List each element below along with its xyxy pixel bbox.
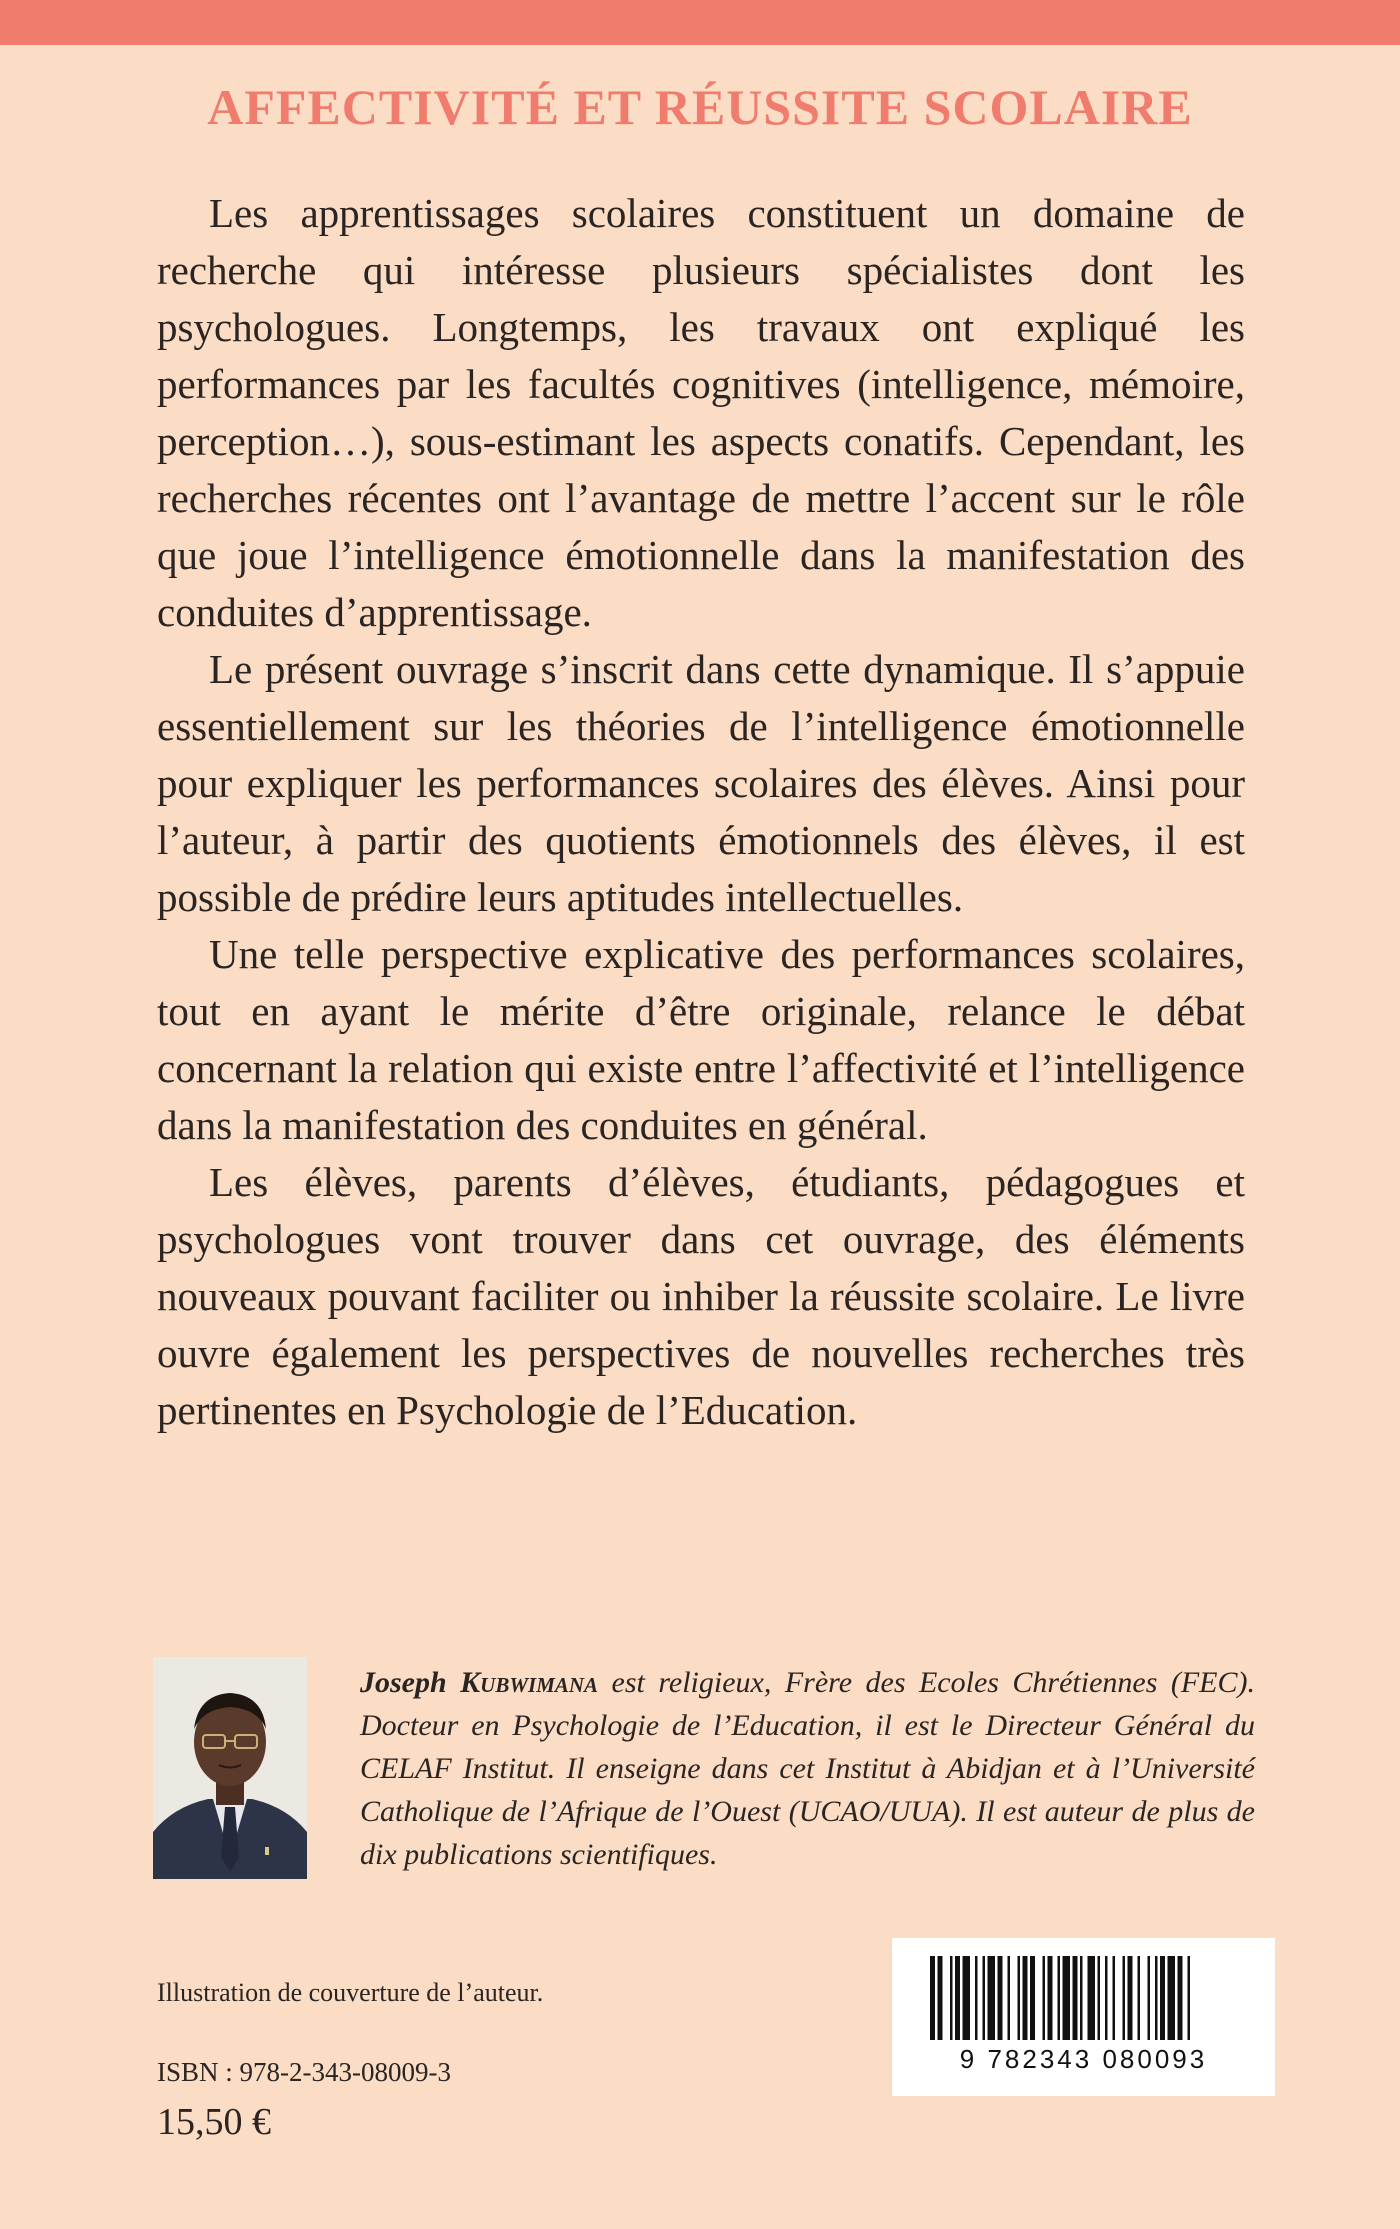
- barcode-bar: [1043, 1956, 1046, 2040]
- barcode-bar: [950, 1956, 953, 2040]
- barcode-bar: [1178, 1956, 1183, 2040]
- barcode-bar: [1073, 1956, 1078, 2040]
- isbn: ISBN : 978-2-343-08009-3: [157, 2057, 451, 2087]
- barcode-bar: [988, 1956, 996, 2040]
- barcode-bar: [963, 1956, 971, 2040]
- author-bio: [360, 1661, 1255, 1876]
- barcode-bar: [1048, 1956, 1053, 2040]
- barcode-bar: [1155, 1956, 1158, 2040]
- barcode-bar: [1123, 1956, 1126, 2040]
- author-block: [153, 1657, 1256, 1879]
- barcode-bar: [955, 1956, 960, 2040]
- barcode-bar: [1138, 1956, 1141, 2040]
- barcode-bar: [1128, 1956, 1133, 2040]
- barcode-bar: [930, 1956, 935, 2040]
- barcode-bar: [1058, 1956, 1061, 2040]
- summary-paragraph: Les élèves, parents d’élèves, étudiants, pédagogues et psychologues vont trouver dans cet ouvrage, des éléments nouveaux pouvant faciliter ou inhiber la réussite scolaire. Le livre ouvre également les perspectives de nouvelles recherches très pertinentes en Psychologie de l’Education.: [157, 1159, 1245, 1433]
- author-first-name: Joseph: [360, 1666, 447, 1699]
- price: 15,50 €: [157, 2101, 271, 2143]
- barcode-bar: [1030, 1956, 1035, 2040]
- barcode-bar: [1023, 1956, 1028, 2040]
- barcode-bar: [1018, 1956, 1021, 2040]
- summary-paragraph: Une telle perspective explicative des performances scolaires, tout en ayant le mérite d’être originale, relance le débat concernant la relation qui existe entre l’affectivité et l’intelligence dans la manifestation des conduites en général.: [157, 931, 1245, 1148]
- barcode-bar: [1113, 1956, 1116, 2040]
- barcode-bar: [998, 1956, 1003, 2040]
- back-cover-summary: [157, 185, 1245, 1439]
- summary-paragraph: Le présent ouvrage s’inscrit dans cette dynamique. Il s’appuie essentiellement sur les théories de l’intelligence émotionnelle pour expliquer les performances scolaires des élèves. Ainsi pour l’auteur, à partir des quotients émotionnels des élèves, il est possible de prédire leurs aptitudes intellectuelles.: [157, 646, 1245, 920]
- barcode-bar: [1063, 1956, 1071, 2040]
- barcode-bar: [1008, 1956, 1011, 2040]
- illustration-credit: Illustration de couverture de l’auteur.: [157, 1978, 544, 2007]
- barcode-bar: [1098, 1956, 1101, 2040]
- author-photo: [153, 1657, 307, 1879]
- barcode-bar: [1088, 1956, 1096, 2040]
- barcode-bar: [1160, 1956, 1165, 2040]
- barcode-bar: [975, 1956, 978, 2040]
- barcode: [892, 1938, 1275, 2096]
- top-color-band: [0, 0, 1400, 45]
- barcode-bar: [1188, 1956, 1191, 2040]
- book-title: AFFECTIVITÉ ET RÉUSSITE SCOLAIRE: [207, 79, 1193, 135]
- barcode-bar: [1080, 1956, 1083, 2040]
- barcode-bar: [983, 1956, 986, 2040]
- barcode-bar: [938, 1956, 943, 2040]
- barcode-bar: [1168, 1956, 1176, 2040]
- barcode-bar: [1148, 1956, 1151, 2040]
- summary-paragraph: Les apprentissages scolaires constituent un domaine de recherche qui intéresse plusieurs spécialistes dont les psychologues. Longtemps, les travaux ont expliqué les performances par les facultés cognitives (intelligence, mémoire, perception…), sous-estimant les aspects conatifs. Cependant, les recherches récentes ont l’avantage de mettre l’accent sur le rôle que joue l’intelligence émotionnelle dans la manifestation des conduites d’apprentissage.: [157, 190, 1245, 635]
- barcode-bars: [892, 1938, 1275, 2048]
- author-last-name: Kubwimana: [460, 1666, 599, 1699]
- barcode-number: 9 782343 080093: [959, 2044, 1208, 2074]
- barcode-bar: [1105, 1956, 1108, 2040]
- author-bio-text: est religieux, Frère des Ecoles Chrétiennes (FEC). Docteur en Psychologie de l’Education, il est le Directeur Général du CELAF Institut. Il enseigne dans cet Institut à Abidjan et à l’Université Catholique de l’Afrique de l’Ouest (UCAO/UUA). Il est auteur de plus de dix publications scientifiques.: [360, 1666, 1256, 1871]
- author-portrait-illustration: [153, 1657, 307, 1879]
